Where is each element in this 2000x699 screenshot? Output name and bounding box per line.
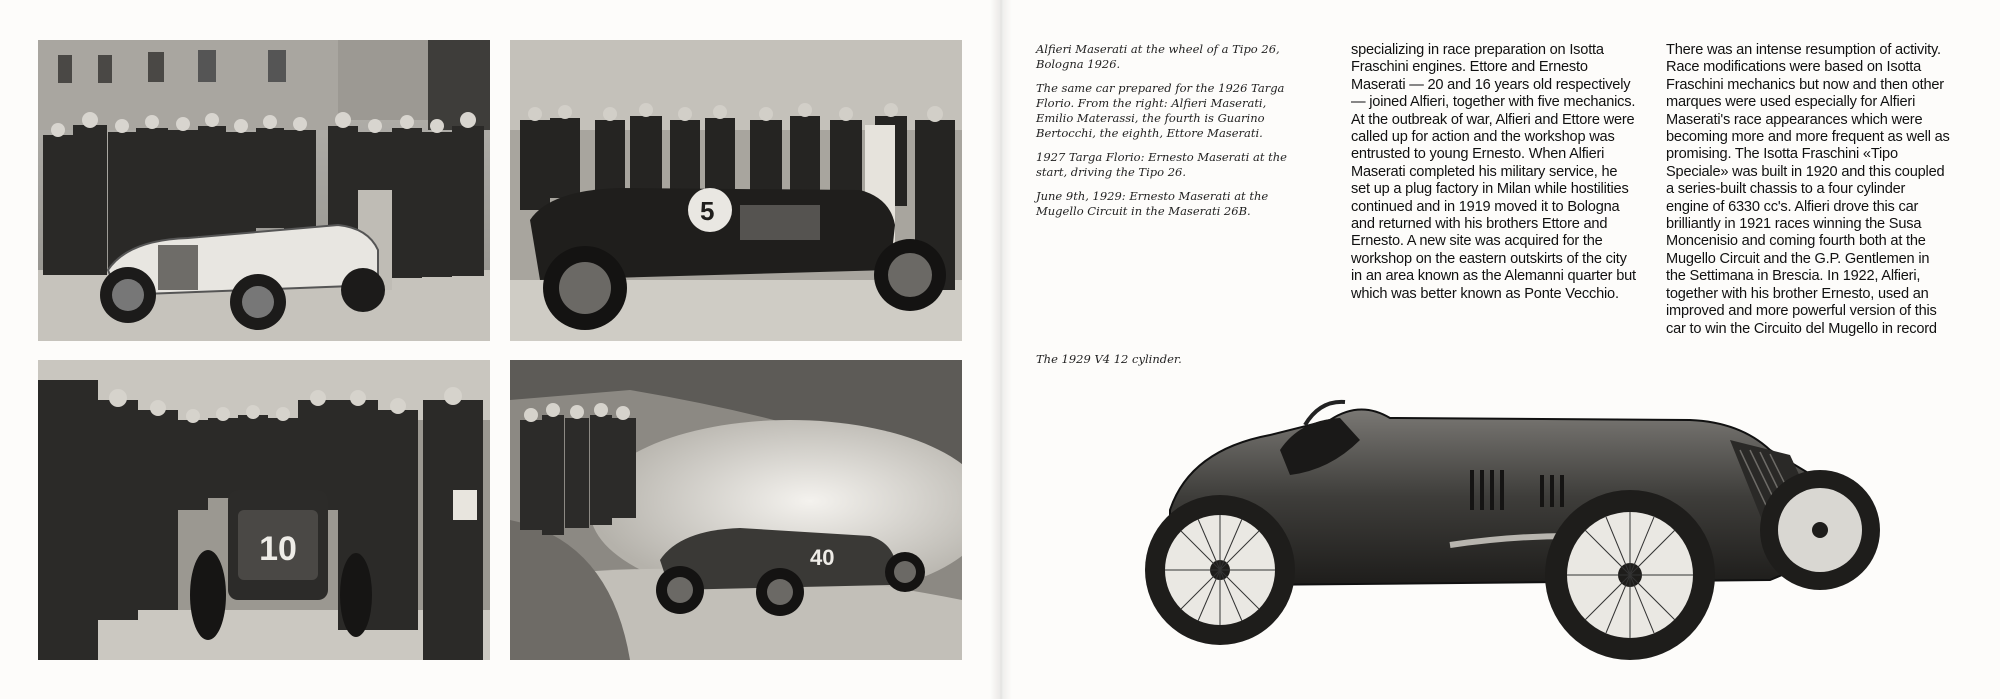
caption-photo-1: Alfieri Maserati at the wheel of a Tipo 26, Bologna 1926.: [1036, 42, 1280, 71]
body-paragraph: At the outbreak of war, Alfieri and Ettore were called up for action and the workshop was entrusted to young Ernesto. When Alfieri Maserati completed his military service, he set up a plug factory in Milan while hostilities continued and in 1919 moved it to Bologna and returned with his brothers Ettore and Ernesto. A new site was acquired for the workshop on the eastern outskirts of the city in an area known as the Alemanni quarter but which was better known as Ponte Vecchio.: [1351, 111, 1636, 302]
photo-targa-florio-1927-start: [38, 360, 490, 660]
body-paragraph: There was an intense resumption of activity. Race modifications were based on Isotta Fraschini mechanics but now and then other marques were used especially for Alfieri Maserati's race appearances which were becoming more and more frequent as well as promising. The Isotta Fraschini «Tipo Speciale» was built in 1920 and this coupled a series-built chassis to a four cylinder engine of 6330 cc's. Alfieri drove this car brilliantly in 1921 races winning the Susa Moncenisio and coming fourth both at the Mugello Circuit and the G.P. Gentlemen in the Settimana in Brescia. In 1922, Alfieri, together with his brother Ernesto, used an improved and more powerful version of this car to win the Circuito del Mugello in record: [1666, 42, 1950, 337]
caption-photo-4: June 9th, 1929: Ernesto Maserati at the Mugello Circuit in the Maserati 26B.: [1036, 189, 1269, 218]
caption-photo-2: The same car prepared for the 1926 Targa Florio. From the right: Alfieri Maserati, Emilio Materassi, the fourth is Guarino Bertocchi, the eighth, Ettore Maserati.: [1036, 81, 1285, 140]
book-gutter: [990, 0, 1012, 699]
photo-captions: [1036, 42, 1306, 228]
caption-engine: The 1929 V4 12 cylinder.: [1036, 352, 1182, 366]
photo-targa-florio-1926-group: [510, 40, 962, 341]
body-paragraph: specializing in race preparation on Isotta Fraschini engines. Ettore and Ernesto Maserati — 20 and 16 years old respectively — joined Alfieri, together with five mechanics.: [1351, 42, 1636, 111]
caption-photo-3: 1927 Targa Florio: Ernesto Maserati at the start, driving the Tipo 26.: [1036, 150, 1287, 179]
body-column-1: [1351, 42, 1636, 303]
race-number-40: 40: [810, 545, 835, 570]
svg-text:5: 5: [700, 196, 715, 226]
body-column-2: [1666, 42, 1951, 338]
photo-mugello-1929-26b: [510, 360, 962, 660]
photo-alfieri-tipo26-bologna: [38, 40, 490, 341]
illustration-maserati-v4: [1130, 380, 1890, 670]
race-number-10: 10: [259, 530, 297, 568]
